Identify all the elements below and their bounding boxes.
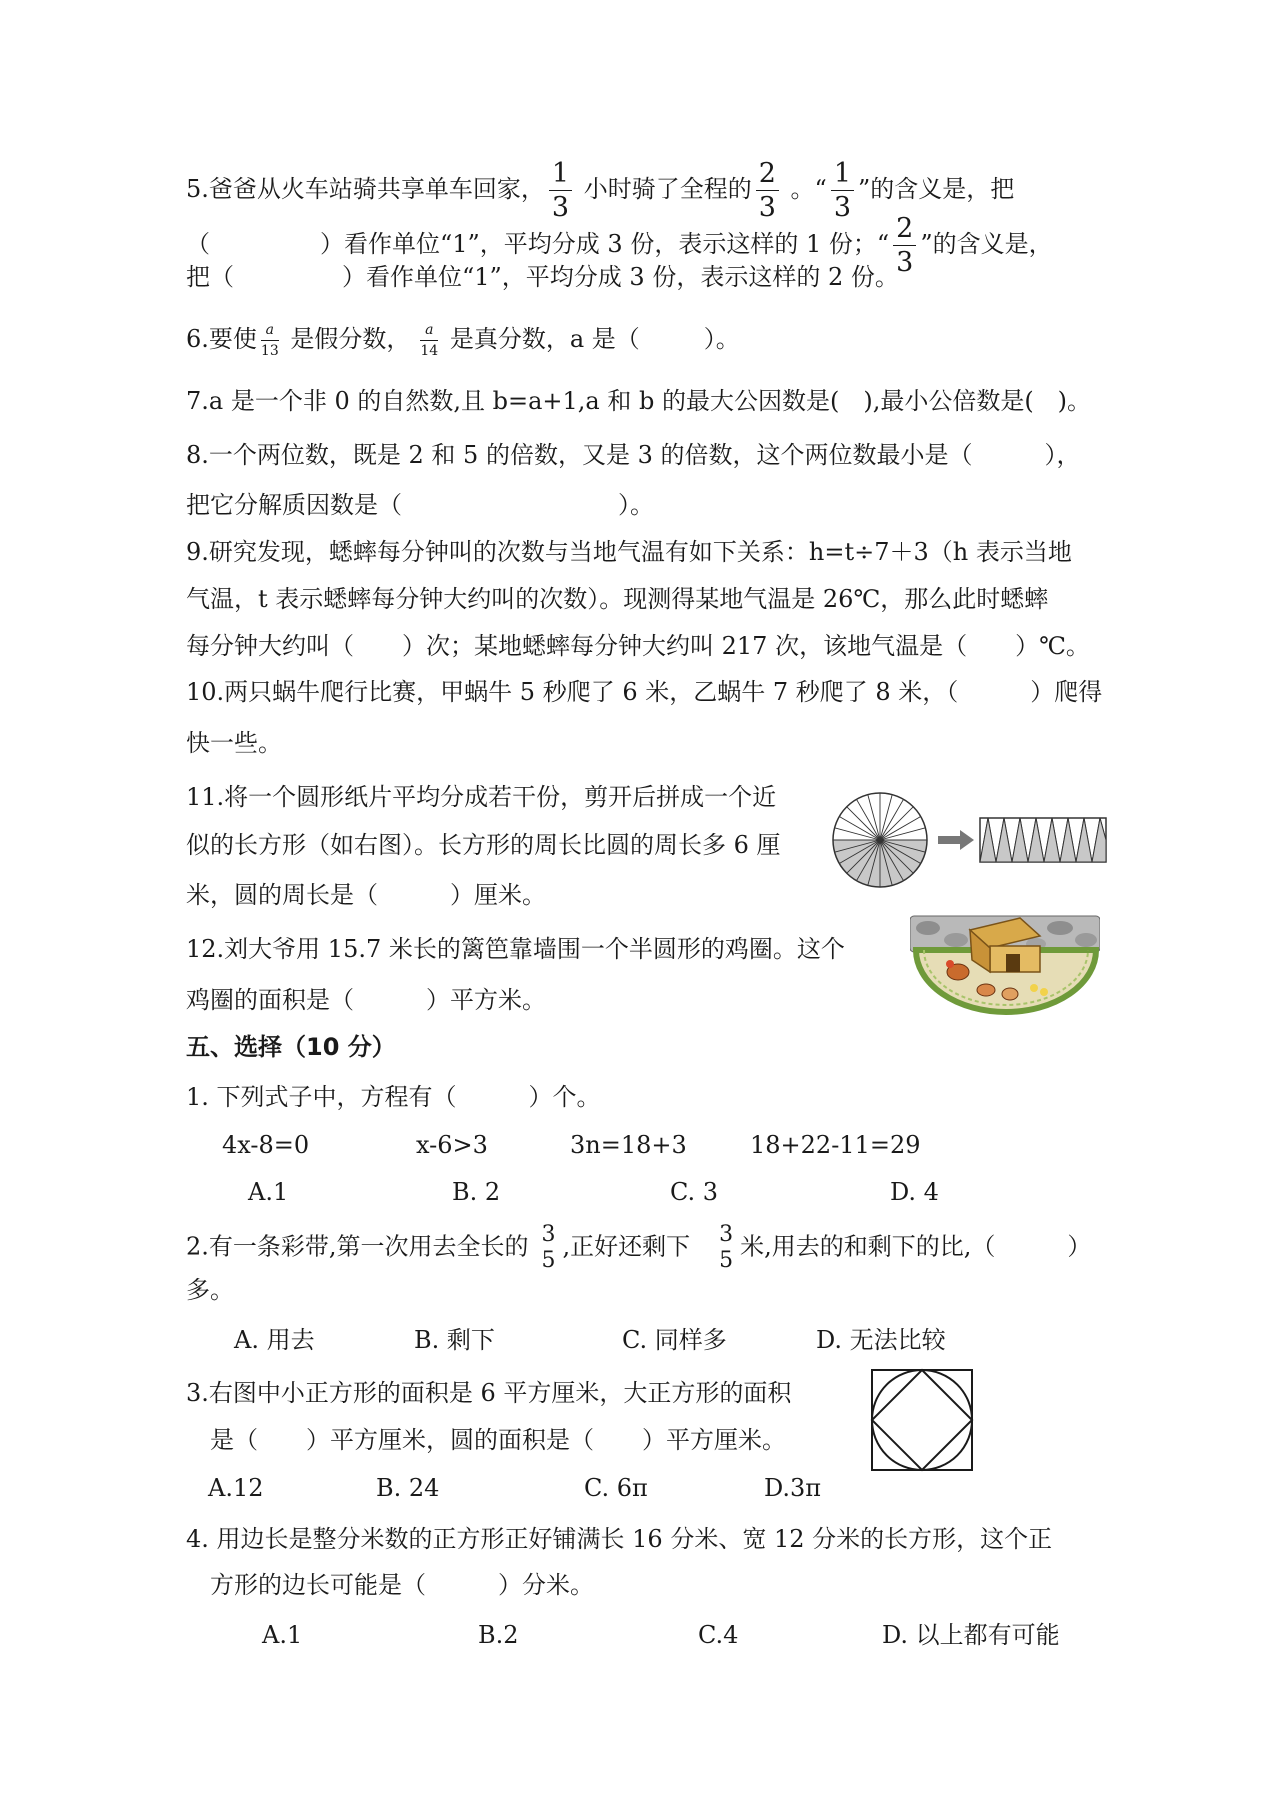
square-circle-square-figure xyxy=(870,1368,974,1472)
fraction-one-third-quoted: $\frac{1}{3}$ xyxy=(831,160,854,221)
fraction-two-thirds-quoted: $\frac{2}{3}$ xyxy=(893,215,916,276)
c3-option-b[interactable]: B. 24 xyxy=(376,1474,440,1502)
c1-expr: 3n=18+3 xyxy=(570,1131,687,1159)
c4-option-b[interactable]: B.2 xyxy=(478,1621,519,1649)
c2-option-c[interactable]: C. 同样多 xyxy=(622,1326,727,1354)
c4-line1: 4. 用边长是整分米数的正方形正好铺满长 16 分米、宽 12 分米的长方形，这个正 xyxy=(186,1525,1053,1553)
c1-expr: 4x-8=0 xyxy=(222,1131,310,1159)
q11-line3: 米，圆的周长是（ ）厘米。 xyxy=(186,881,546,909)
q9-line2: 气温，t 表示蟋蟀每分钟大约叫的次数）。现测得某地气温是 26℃，那么此时蟋蟀 xyxy=(186,585,1049,613)
q10-line1: 10.两只蜗牛爬行比赛，甲蜗牛 5 秒爬了 6 米，乙蜗牛 7 秒爬了 8 米，（ ）爬得 xyxy=(186,678,1103,706)
c3-option-a[interactable]: A.12 xyxy=(208,1474,264,1502)
c4-option-c[interactable]: C.4 xyxy=(698,1621,739,1649)
approximate-rectangle xyxy=(980,818,1106,862)
fraction-a-over-14: $\frac{a}{14}$ xyxy=(420,322,439,359)
c3-option-d[interactable]: D.3π xyxy=(764,1474,822,1502)
arrow-icon xyxy=(938,830,974,850)
fraction-three-fifths: 3 5 xyxy=(541,1222,556,1273)
q5-line2: （ ）看作单位“1”，平均分成 3 份，表示这样的 1 份；“ $\frac{2}{3}$ ”的含义是， xyxy=(186,213,1053,278)
c1-stem: 1. 下列式子中，方程有（ ）个。 xyxy=(186,1083,601,1111)
c3-line2: 是（ ）平方厘米，圆的面积是（ ）平方厘米。 xyxy=(210,1426,786,1454)
fraction-one-third: $\frac{1}{3}$ xyxy=(549,160,572,221)
q6-line: 6.要使 $\frac{a}{13}$ 是假分数， $\frac{a}{14}$ 是真分数，a 是（ ）。 xyxy=(186,322,740,359)
q12-line1: 12.刘大爷用 15.7 米长的篱笆靠墙围一个半圆形的鸡圈。这个 xyxy=(186,935,845,963)
c1-option-b[interactable]: B. 2 xyxy=(452,1178,501,1206)
circle-to-rectangle-figure xyxy=(830,790,1110,890)
chicken-coop-illustration xyxy=(910,910,1100,1020)
q5-line3: 把（ ）看作单位“1”，平均分成 3 份，表示这样的 2 份。 xyxy=(186,263,899,291)
c2-option-d[interactable]: D. 无法比较 xyxy=(816,1326,946,1354)
c4-option-d[interactable]: D. 以上都有可能 xyxy=(882,1621,1060,1649)
q5-line1: 5.爸爸从火车站骑共享单车回家， $\frac{1}{3}$ 小时骑了全程的 $\frac{2}{3}$ 。“ $\frac{1}{3}$ ”的含义是，把 xyxy=(186,158,1015,223)
q10-line2: 快一些。 xyxy=(186,729,282,757)
c2-line1: 2.有一条彩带,第一次用去全长的 3 5 ,正好还剩下 3 5 米,用去的和剩下的比,（ ） xyxy=(186,1222,1092,1273)
c2-line2: 多。 xyxy=(186,1276,234,1304)
fraction-two-thirds: $\frac{2}{3}$ xyxy=(756,160,779,221)
c1-option-c[interactable]: C. 3 xyxy=(670,1178,719,1206)
fraction-a-over-13: $\frac{a}{13}$ xyxy=(260,322,279,359)
q11-line1: 11.将一个圆形纸片平均分成若干份，剪开后拼成一个近 xyxy=(186,783,777,811)
sector-circle xyxy=(833,793,927,887)
c3-option-c[interactable]: C. 6π xyxy=(584,1474,648,1502)
q7-line: 7.a 是一个非 0 的自然数,且 b=a+1,a 和 b 的最大公因数是( ),最小公倍数是( )。 xyxy=(186,387,1092,415)
q8-line1: 8.一个两位数，既是 2 和 5 的倍数，又是 3 的倍数，这个两位数最小是（ ）， xyxy=(186,441,1081,469)
q9-line1: 9.研究发现，蟋蟀每分钟叫的次数与当地气温有如下关系：h=t÷7＋3（h 表示当地 xyxy=(186,538,1072,566)
c1-option-a[interactable]: A.1 xyxy=(248,1178,289,1206)
c4-line2: 方形的边长可能是（ ）分米。 xyxy=(210,1571,594,1599)
c4-option-a[interactable]: A.1 xyxy=(262,1621,303,1649)
c1-expr: x-6>3 xyxy=(416,1131,488,1159)
q9-line3: 每分钟大约叫（ ）次；某地蟋蟀每分钟大约叫 217 次，该地气温是（ ）℃。 xyxy=(186,632,1090,660)
c3-line1: 3.右图中小正方形的面积是 6 平方厘米，大正方形的面积 xyxy=(186,1379,792,1407)
c1-expr: 18+22-11=29 xyxy=(750,1131,921,1159)
q11-line2: 似的长方形（如右图）。长方形的周长比圆的周长多 6 厘 xyxy=(186,831,781,859)
c2-option-b[interactable]: B. 剩下 xyxy=(414,1326,495,1354)
section-title: 五、选择（10 分） xyxy=(186,1033,396,1061)
c1-option-d[interactable]: D. 4 xyxy=(890,1178,939,1206)
fraction-three-fifths-meter: 3 5 xyxy=(719,1222,734,1273)
q8-line2: 把它分解质因数是（ ）。 xyxy=(186,491,654,519)
q12-line2: 鸡圈的面积是（ ）平方米。 xyxy=(186,986,546,1014)
c2-option-a[interactable]: A. 用去 xyxy=(234,1326,315,1354)
